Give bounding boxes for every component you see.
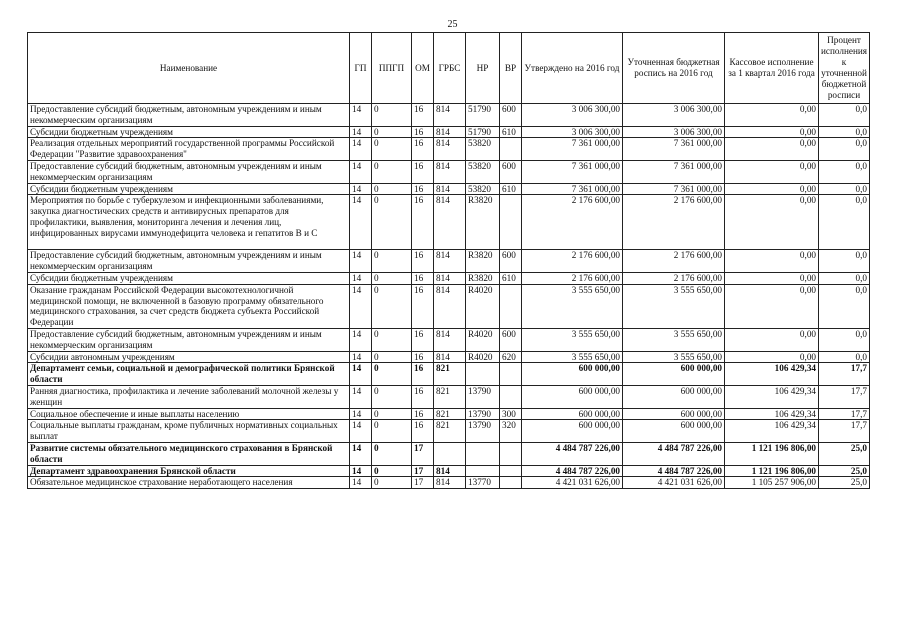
cell-approved: 600 000,00 <box>522 408 623 420</box>
cell-approved: 3 555 650,00 <box>522 351 623 363</box>
cell-vr: 600 <box>500 328 522 351</box>
cell-cash: 1 121 196 806,00 <box>725 442 819 465</box>
table-row <box>28 363 870 386</box>
cell-ppgp: 0 <box>372 363 412 386</box>
cell-approved: 600 000,00 <box>522 385 623 408</box>
cell-ppgp: 0 <box>372 160 412 183</box>
cell-name: Ранняя диагностика, профилактика и лечение заболеваний молочной железы у женщин <box>28 385 350 408</box>
table-row <box>28 442 870 465</box>
cell-gp: 14 <box>350 104 372 127</box>
cell-percent: 0,0 <box>819 160 870 183</box>
cell-approved: 3 006 300,00 <box>522 126 623 138</box>
table-header-row <box>28 33 870 104</box>
cell-gp: 14 <box>350 272 372 284</box>
cell-cash: 1 105 257 906,00 <box>725 477 819 489</box>
budget-table <box>27 32 870 489</box>
table-row <box>28 126 870 138</box>
table-row <box>28 465 870 477</box>
cell-approved: 4 484 787 226,00 <box>522 465 623 477</box>
cell-om: 16 <box>412 420 434 443</box>
cell-gp: 14 <box>350 351 372 363</box>
cell-cash: 0,00 <box>725 284 819 328</box>
header-cash: Кассовое исполнение за 1 квартал 2016 года <box>725 33 819 104</box>
table-row <box>28 284 870 328</box>
cell-vr: 610 <box>500 126 522 138</box>
cell-refined: 7 361 000,00 <box>623 138 725 161</box>
cell-nr: 53820 <box>466 138 500 161</box>
cell-ppgp: 0 <box>372 442 412 465</box>
cell-om: 16 <box>412 363 434 386</box>
header-name: Наименование <box>28 33 350 104</box>
cell-name: Предоставление субсидий бюджетным, автономным учреждениям и иным некоммерческим организациям <box>28 160 350 183</box>
cell-om: 16 <box>412 250 434 273</box>
cell-percent: 0,0 <box>819 126 870 138</box>
cell-om: 17 <box>412 465 434 477</box>
cell-refined: 7 361 000,00 <box>623 183 725 195</box>
cell-grbs: 821 <box>434 363 466 386</box>
header-vr: ВР <box>500 33 522 104</box>
cell-vr: 320 <box>500 420 522 443</box>
cell-om: 16 <box>412 351 434 363</box>
cell-refined: 7 361 000,00 <box>623 160 725 183</box>
page-number: 25 <box>447 19 458 30</box>
cell-gp: 14 <box>350 408 372 420</box>
cell-name: Социальные выплаты гражданам, кроме публичных нормативных социальных выплат <box>28 420 350 443</box>
cell-nr: 13790 <box>466 408 500 420</box>
cell-grbs: 814 <box>434 351 466 363</box>
cell-vr: 600 <box>500 250 522 273</box>
cell-percent: 25,0 <box>819 477 870 489</box>
cell-nr: 53820 <box>466 160 500 183</box>
table-row <box>28 420 870 443</box>
cell-percent: 17,7 <box>819 420 870 443</box>
cell-nr: 53820 <box>466 183 500 195</box>
cell-cash: 106 429,34 <box>725 385 819 408</box>
cell-percent: 0,0 <box>819 138 870 161</box>
cell-refined: 2 176 600,00 <box>623 250 725 273</box>
table-row <box>28 104 870 127</box>
cell-name: Субсидии автономным учреждениям <box>28 351 350 363</box>
cell-name: Субсидии бюджетным учреждениям <box>28 272 350 284</box>
cell-refined: 3 555 650,00 <box>623 328 725 351</box>
table-row <box>28 477 870 489</box>
cell-vr: 600 <box>500 160 522 183</box>
cell-percent: 17,7 <box>819 408 870 420</box>
cell-ppgp: 0 <box>372 328 412 351</box>
cell-gp: 14 <box>350 442 372 465</box>
cell-name: Предоставление субсидий бюджетным, автономным учреждениям и иным некоммерческим организациям <box>28 328 350 351</box>
cell-grbs <box>434 442 466 465</box>
cell-ppgp: 0 <box>372 408 412 420</box>
cell-ppgp: 0 <box>372 104 412 127</box>
cell-cash: 0,00 <box>725 351 819 363</box>
cell-cash: 0,00 <box>725 328 819 351</box>
cell-approved: 4 421 031 626,00 <box>522 477 623 489</box>
cell-cash: 0,00 <box>725 138 819 161</box>
cell-percent: 0,0 <box>819 284 870 328</box>
header-grbs: ГРБС <box>434 33 466 104</box>
cell-gp: 14 <box>350 363 372 386</box>
cell-nr <box>466 442 500 465</box>
cell-ppgp: 0 <box>372 126 412 138</box>
cell-approved: 3 555 650,00 <box>522 284 623 328</box>
cell-grbs: 814 <box>434 465 466 477</box>
cell-vr: 620 <box>500 351 522 363</box>
cell-om: 17 <box>412 477 434 489</box>
cell-approved: 2 176 600,00 <box>522 272 623 284</box>
cell-grbs: 814 <box>434 272 466 284</box>
cell-name: Реализация отдельных мероприятий государственной программы Российской Федерации "Развитие здравоохранения" <box>28 138 350 161</box>
cell-om: 16 <box>412 138 434 161</box>
cell-percent: 0,0 <box>819 104 870 127</box>
cell-grbs: 814 <box>434 138 466 161</box>
cell-name: Предоставление субсидий бюджетным, автономным учреждениям и иным некоммерческим организациям <box>28 250 350 273</box>
cell-gp: 14 <box>350 250 372 273</box>
cell-vr: 300 <box>500 408 522 420</box>
cell-cash: 106 429,34 <box>725 363 819 386</box>
cell-cash: 0,00 <box>725 272 819 284</box>
cell-approved: 3 006 300,00 <box>522 104 623 127</box>
cell-refined: 4 421 031 626,00 <box>623 477 725 489</box>
table-row <box>28 385 870 408</box>
cell-nr <box>466 465 500 477</box>
cell-gp: 14 <box>350 160 372 183</box>
cell-cash: 0,00 <box>725 250 819 273</box>
cell-refined: 3 555 650,00 <box>623 284 725 328</box>
cell-nr: 13770 <box>466 477 500 489</box>
cell-vr: 610 <box>500 183 522 195</box>
cell-nr: 13790 <box>466 420 500 443</box>
cell-ppgp: 0 <box>372 195 412 250</box>
cell-percent: 17,7 <box>819 363 870 386</box>
cell-percent: 0,0 <box>819 328 870 351</box>
cell-percent: 0,0 <box>819 351 870 363</box>
cell-nr: R4020 <box>466 284 500 328</box>
cell-grbs: 821 <box>434 408 466 420</box>
table-row <box>28 328 870 351</box>
cell-refined: 600 000,00 <box>623 420 725 443</box>
cell-grbs: 814 <box>434 104 466 127</box>
cell-grbs: 814 <box>434 195 466 250</box>
cell-approved: 3 555 650,00 <box>522 328 623 351</box>
cell-name: Предоставление субсидий бюджетным, автономным учреждениям и иным некоммерческим организациям <box>28 104 350 127</box>
cell-approved: 7 361 000,00 <box>522 138 623 161</box>
cell-cash: 1 121 196 806,00 <box>725 465 819 477</box>
cell-grbs: 814 <box>434 160 466 183</box>
cell-ppgp: 0 <box>372 272 412 284</box>
table-row <box>28 138 870 161</box>
cell-approved: 4 484 787 226,00 <box>522 442 623 465</box>
cell-vr: 600 <box>500 104 522 127</box>
cell-refined: 600 000,00 <box>623 408 725 420</box>
table-body <box>28 104 870 489</box>
cell-nr: R3820 <box>466 195 500 250</box>
cell-vr <box>500 138 522 161</box>
cell-refined: 600 000,00 <box>623 385 725 408</box>
cell-nr: R4020 <box>466 351 500 363</box>
cell-ppgp: 0 <box>372 351 412 363</box>
cell-grbs: 814 <box>434 477 466 489</box>
header-refined: Уточненная бюджетная роспись на 2016 год <box>623 33 725 104</box>
cell-cash: 106 429,34 <box>725 420 819 443</box>
cell-name: Мероприятия по борьбе с туберкулезом и инфекционными заболеваниями, закупка диагностических средств и антивирусных препаратов для профилактики, выявления, мониторинга лечения и лечения лиц, инфицированных вирусами иммунодефицита человека и гепатитов В и С <box>28 195 350 250</box>
cell-percent: 0,0 <box>819 183 870 195</box>
cell-vr <box>500 195 522 250</box>
cell-ppgp: 0 <box>372 420 412 443</box>
cell-gp: 14 <box>350 284 372 328</box>
cell-percent: 25,0 <box>819 442 870 465</box>
cell-ppgp: 0 <box>372 250 412 273</box>
cell-om: 16 <box>412 183 434 195</box>
cell-percent: 17,7 <box>819 385 870 408</box>
cell-refined: 4 484 787 226,00 <box>623 465 725 477</box>
table-row <box>28 195 870 250</box>
cell-grbs: 814 <box>434 328 466 351</box>
cell-refined: 4 484 787 226,00 <box>623 442 725 465</box>
cell-grbs: 821 <box>434 420 466 443</box>
cell-vr <box>500 284 522 328</box>
cell-gp: 14 <box>350 183 372 195</box>
cell-grbs: 814 <box>434 250 466 273</box>
cell-approved: 600 000,00 <box>522 363 623 386</box>
cell-approved: 2 176 600,00 <box>522 195 623 250</box>
cell-nr: R3820 <box>466 272 500 284</box>
cell-grbs: 814 <box>434 284 466 328</box>
cell-name: Развитие системы обязательного медицинского страхования в Брянской области <box>28 442 350 465</box>
cell-name: Департамент здравоохранения Брянской области <box>28 465 350 477</box>
cell-percent: 0,0 <box>819 250 870 273</box>
cell-vr <box>500 442 522 465</box>
cell-name: Субсидии бюджетным учреждениям <box>28 126 350 138</box>
cell-approved: 7 361 000,00 <box>522 160 623 183</box>
cell-ppgp: 0 <box>372 183 412 195</box>
cell-cash: 0,00 <box>725 160 819 183</box>
cell-cash: 0,00 <box>725 104 819 127</box>
cell-nr <box>466 363 500 386</box>
cell-name: Субсидии бюджетным учреждениям <box>28 183 350 195</box>
cell-cash: 0,00 <box>725 195 819 250</box>
cell-grbs: 814 <box>434 183 466 195</box>
table-row <box>28 160 870 183</box>
cell-name: Обязательное медицинское страхование неработающего населения <box>28 477 350 489</box>
cell-om: 16 <box>412 385 434 408</box>
cell-percent: 0,0 <box>819 272 870 284</box>
cell-name: Оказание гражданам Российской Федерации высокотехнологичной медицинской помощи, не включенной в базовую программу обязательного медицинского страхования, за счет средств бюджета субъекта Российской Федерации <box>28 284 350 328</box>
cell-nr: 51790 <box>466 126 500 138</box>
cell-ppgp: 0 <box>372 465 412 477</box>
cell-vr <box>500 363 522 386</box>
cell-nr: 13790 <box>466 385 500 408</box>
cell-vr <box>500 465 522 477</box>
cell-ppgp: 0 <box>372 284 412 328</box>
cell-gp: 14 <box>350 465 372 477</box>
cell-gp: 14 <box>350 420 372 443</box>
cell-refined: 3 006 300,00 <box>623 126 725 138</box>
cell-cash: 106 429,34 <box>725 408 819 420</box>
cell-ppgp: 0 <box>372 477 412 489</box>
table-row <box>28 183 870 195</box>
cell-vr: 610 <box>500 272 522 284</box>
cell-refined: 600 000,00 <box>623 363 725 386</box>
header-gp: ГП <box>350 33 372 104</box>
cell-gp: 14 <box>350 385 372 408</box>
cell-vr <box>500 477 522 489</box>
header-approved: Утверждено на 2016 год <box>522 33 623 104</box>
cell-name: Департамент семьи, социальной и демографической политики Брянской области <box>28 363 350 386</box>
cell-approved: 7 361 000,00 <box>522 183 623 195</box>
cell-om: 16 <box>412 284 434 328</box>
cell-name: Социальное обеспечение и иные выплаты населению <box>28 408 350 420</box>
cell-gp: 14 <box>350 477 372 489</box>
cell-ppgp: 0 <box>372 385 412 408</box>
header-nr: НР <box>466 33 500 104</box>
table-row <box>28 250 870 273</box>
cell-nr: R3820 <box>466 250 500 273</box>
cell-grbs: 814 <box>434 126 466 138</box>
cell-gp: 14 <box>350 195 372 250</box>
cell-om: 16 <box>412 160 434 183</box>
cell-om: 16 <box>412 328 434 351</box>
header-ppgp: ППГП <box>372 33 412 104</box>
table-row <box>28 408 870 420</box>
cell-percent: 0,0 <box>819 195 870 250</box>
cell-gp: 14 <box>350 126 372 138</box>
header-percent: Процент исполнения к уточненной бюджетной росписи <box>819 33 870 104</box>
cell-nr: R4020 <box>466 328 500 351</box>
cell-refined: 3 555 650,00 <box>623 351 725 363</box>
table-row <box>28 351 870 363</box>
cell-refined: 2 176 600,00 <box>623 272 725 284</box>
cell-grbs: 821 <box>434 385 466 408</box>
cell-om: 17 <box>412 442 434 465</box>
cell-ppgp: 0 <box>372 138 412 161</box>
cell-percent: 25,0 <box>819 465 870 477</box>
cell-refined: 3 006 300,00 <box>623 104 725 127</box>
cell-vr <box>500 385 522 408</box>
cell-om: 16 <box>412 272 434 284</box>
cell-nr: 51790 <box>466 104 500 127</box>
header-om: ОМ <box>412 33 434 104</box>
cell-om: 16 <box>412 126 434 138</box>
cell-cash: 0,00 <box>725 183 819 195</box>
cell-om: 16 <box>412 408 434 420</box>
cell-gp: 14 <box>350 328 372 351</box>
table-row <box>28 272 870 284</box>
cell-om: 16 <box>412 195 434 250</box>
cell-refined: 2 176 600,00 <box>623 195 725 250</box>
cell-approved: 600 000,00 <box>522 420 623 443</box>
cell-om: 16 <box>412 104 434 127</box>
cell-approved: 2 176 600,00 <box>522 250 623 273</box>
cell-gp: 14 <box>350 138 372 161</box>
cell-cash: 0,00 <box>725 126 819 138</box>
